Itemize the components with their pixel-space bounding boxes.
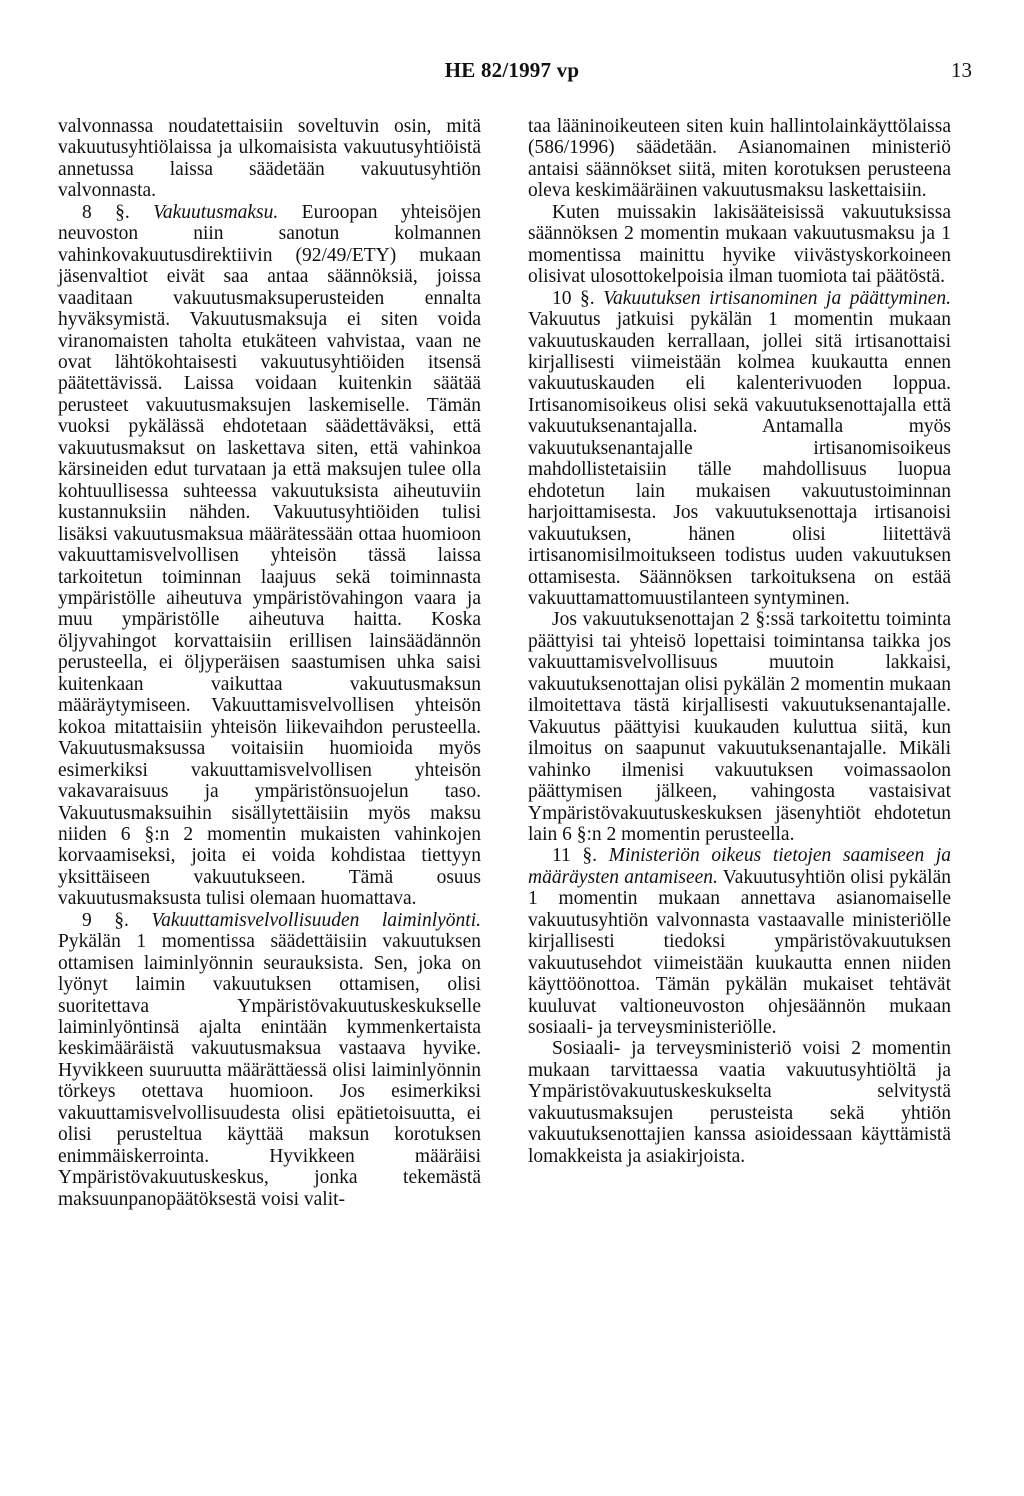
page-number: 13 <box>951 58 972 82</box>
section-text: Pykälän 1 momentissa säädettäisiin vakuutuksen ottamisen laiminlyönnin seurauksista. Sen, joka on lyönyt laimin vakuutuksen ottamisen, olisi suoritettava Ympäristövakuutuskeskukselle laiminlyöntinsä ajalta enintään kymmenkertaista keskimääräistä vakuutusmaksua vastaava hyvike. Hyvikkeen suuruutta määrättäessä olisi laiminlyönnin törkeys otettava huomioon. Jos esimerkiksi vakuuttamisvelvollisuudesta olisi epätietoisuutta, ei olisi perusteltua käyttää maksun korotuksen enimmäiskerrointa. Hyvikkeen määräisi Ympäristövakuutuskeskus, jonka tekemästä maksuunpanopäätöksestä voisi valit- <box>58 931 481 1210</box>
paragraph: taa lääninoikeuteen siten kuin hallintolainkäyttölaissa (586/1996) säädetään. Asianomainen ministeriö antaisi säännökset siitä, miten korotuksen perusteena oleva keskimääräinen vakuutusmaksu laskettaisiin. <box>528 116 951 202</box>
section-number: 9 §. <box>82 909 129 931</box>
paragraph-section-9 <box>58 910 481 1210</box>
section-title: Vakuutuksen irtisanominen ja päättyminen. <box>603 287 952 309</box>
section-text: Vakuutus jatkuisi pykälän 1 momentin mukaan vakuutuskauden kerrallaan, jollei sitä irtisanottaisi kirjallisesti viimeistään kolmea kuukautta ennen vakuutuskauden eli kalenterivuoden loppua. Irtisanomisoikeus olisi sekä vakuutuksenottajalla että vakuutuksenantajalla. Antamalla myös vakuutuksenantajalle irtisanomisoikeus mahdollistetaisiin tälle mahdollisuus luopua ehdotetun lain mukaisen vakuutustoiminnan harjoittamisesta. Jos vakuutuksenottaja irtisanoisi vakuutuksen, hänen olisi liitettävä irtisanomisilmoitukseen todistus uuden vakuutuksen ottamisesta. Säännöksen tarkoituksena on estää vakuuttamattomuustilanteen syntyminen. <box>528 309 951 609</box>
paragraph: Jos vakuutuksenottajan 2 §:ssä tarkoitettu toiminta päättyisi tai yhteisö lopettaisi toimintansa taikka jos vakuuttamisvelvollisuus muutoin lakkaisi, vakuutuksenottajan olisi pykälän 2 momentin mukaan ilmoitettava tästä kirjallisesti vakuutuksenantajalle. Vakuutus päättyisi kuukauden kuluttua siitä, kun ilmoitus on saapunut vakuutuksenantajalle. Mikäli vahinko ilmenisi vakuutuksen voimassaolon päättymisen jälkeen, vahingosta vastaisivat Ympäristövakuutuskeskuksen jäsenyhtiöt ehdotetun lain 6 §:n 2 momentin perusteella. <box>528 609 951 845</box>
section-number: 10 §. <box>552 287 595 309</box>
section-text: Euroopan yhteisöjen neuvoston niin sanotun kolmannen vahinkovakuutusdirektiivin (92/49/ETY) mukaan jäsenvaltiot eivät saa antaa säännöksiä, joissa vaaditaan vakuutusmaksuperusteiden ennalta hyväksymistä. Vakuutusmaksuja ei siten voida viranomaisten taholta etukäteen vahvistaa, vaan ne ovat lähtökohtaisesti vakuutusyhtiöiden itsensä päätettävissä. Laissa voidaan kuitenkin säätää perusteet vakuutusmaksujen laskemiselle. Tämän vuoksi pykälässä ehdotetaan säädettäväksi, että vakuutusmaksut on laskettava siten, että vahinkoa kärsineiden edut turvataan ja että maksujen tulee olla kohtuullisessa suhteessa vakuutuksista aiheutuviin kustannuksiin nähden. Vakuutusyhtiöiden tulisi lisäksi vakuutusmaksua määrätessään ottaa huomioon vakuuttamisvelvollisen yhteisön tässä laissa tarkoitetun toiminnan laajuus sekä toiminnasta ympäristölle aiheutuva ympäristövahingon vaara ja muu ympäristölle aiheutuva haitta. Koska öljyvahingot korvattaisiin erillisen lainsäädännön perusteella, ei öljyperäisen saastumisen uhka saisi kuitenkaan vaikuttaa vakuutusmaksun määräytymiseen. Vakuuttamisvelvollisen yhteisön kokoa mitattaisiin yhteisön liikevaihdon perusteella. Vakuutusmaksussa voitaisiin huomioida myös esimerkiksi vakuuttamisvelvollisen yhteisön vakavaraisuus ja ympäristönsuojelun taso. Vakuutusmaksuihin sisällytettäisiin myös maksu niiden 6 §:n 2 momentin mukaisten vahinkojen korvaamiseksi, joita ei voida kohdistaa tiettyyn yksittäiseen vakuutukseen. Tämä osuus vakuutusmaksusta tulisi olemaan huomattava. <box>58 201 482 910</box>
section-number: 8 §. <box>82 201 130 223</box>
left-column <box>58 116 481 1210</box>
paragraph-section-10 <box>528 288 951 610</box>
section-title: Vakuuttamisvelvollisuuden laiminlyönti. <box>151 909 481 931</box>
paragraph-section-11 <box>528 845 951 1038</box>
paragraph: Kuten muissakin lakisääteisissä vakuutuksissa säännöksen 2 momentin mukaan vakuutusmaksu ja 1 momentissa mainittu hyvike viivästyskorkoineen olisivat ulosottokelpoisia ilman tuomiota tai päätöstä. <box>528 201 951 288</box>
paragraph: Sosiaali- ja terveysministeriö voisi 2 momentin mukaan tarvittaessa vaatia vakuutusyhtiöltä ja Ympäristövakuutuskeskukselta selvitystä vakuutusmaksujen perusteista sekä yhtiön vakuutuksenottajien kanssa asioidessaan käyttämistä lomakkeista ja asiakirjoista. <box>528 1038 951 1167</box>
paragraph-section-8 <box>58 202 481 910</box>
section-text: Vakuutusyhtiön olisi pykälän 1 momentin mukaan annettava asianomaiselle vakuutusyhtiön valvonnasta vastaavalle ministeriölle kirjallisesti tiedoksi ympäristövakuutuksen vakuutusehdot viimeistään kuukautta ennen niiden käyttöönottoa. Tämän pykälän mukaiset tehtävät kuuluvat valtioneuvoston ohjesäännön mukaan sosiaali- ja terveysministeriölle. <box>528 866 951 1039</box>
document-id: HE 82/1997 vp <box>444 58 580 82</box>
section-title: Ministeriön oikeus tietojen saamiseen ja määräysten antamiseen. <box>528 845 952 888</box>
section-title: Vakuutusmaksu. <box>153 201 279 223</box>
right-column <box>528 116 951 1167</box>
section-number: 11 §. <box>552 845 598 867</box>
paragraph: valvonnassa noudatettaisiin soveltuvin osin, mitä vakuutusyhtiölaissa ja ulkomaisista vakuutusyhtiöistä annetussa laissa säädetään vakuutusyhtiön valvonnasta. <box>58 116 481 202</box>
